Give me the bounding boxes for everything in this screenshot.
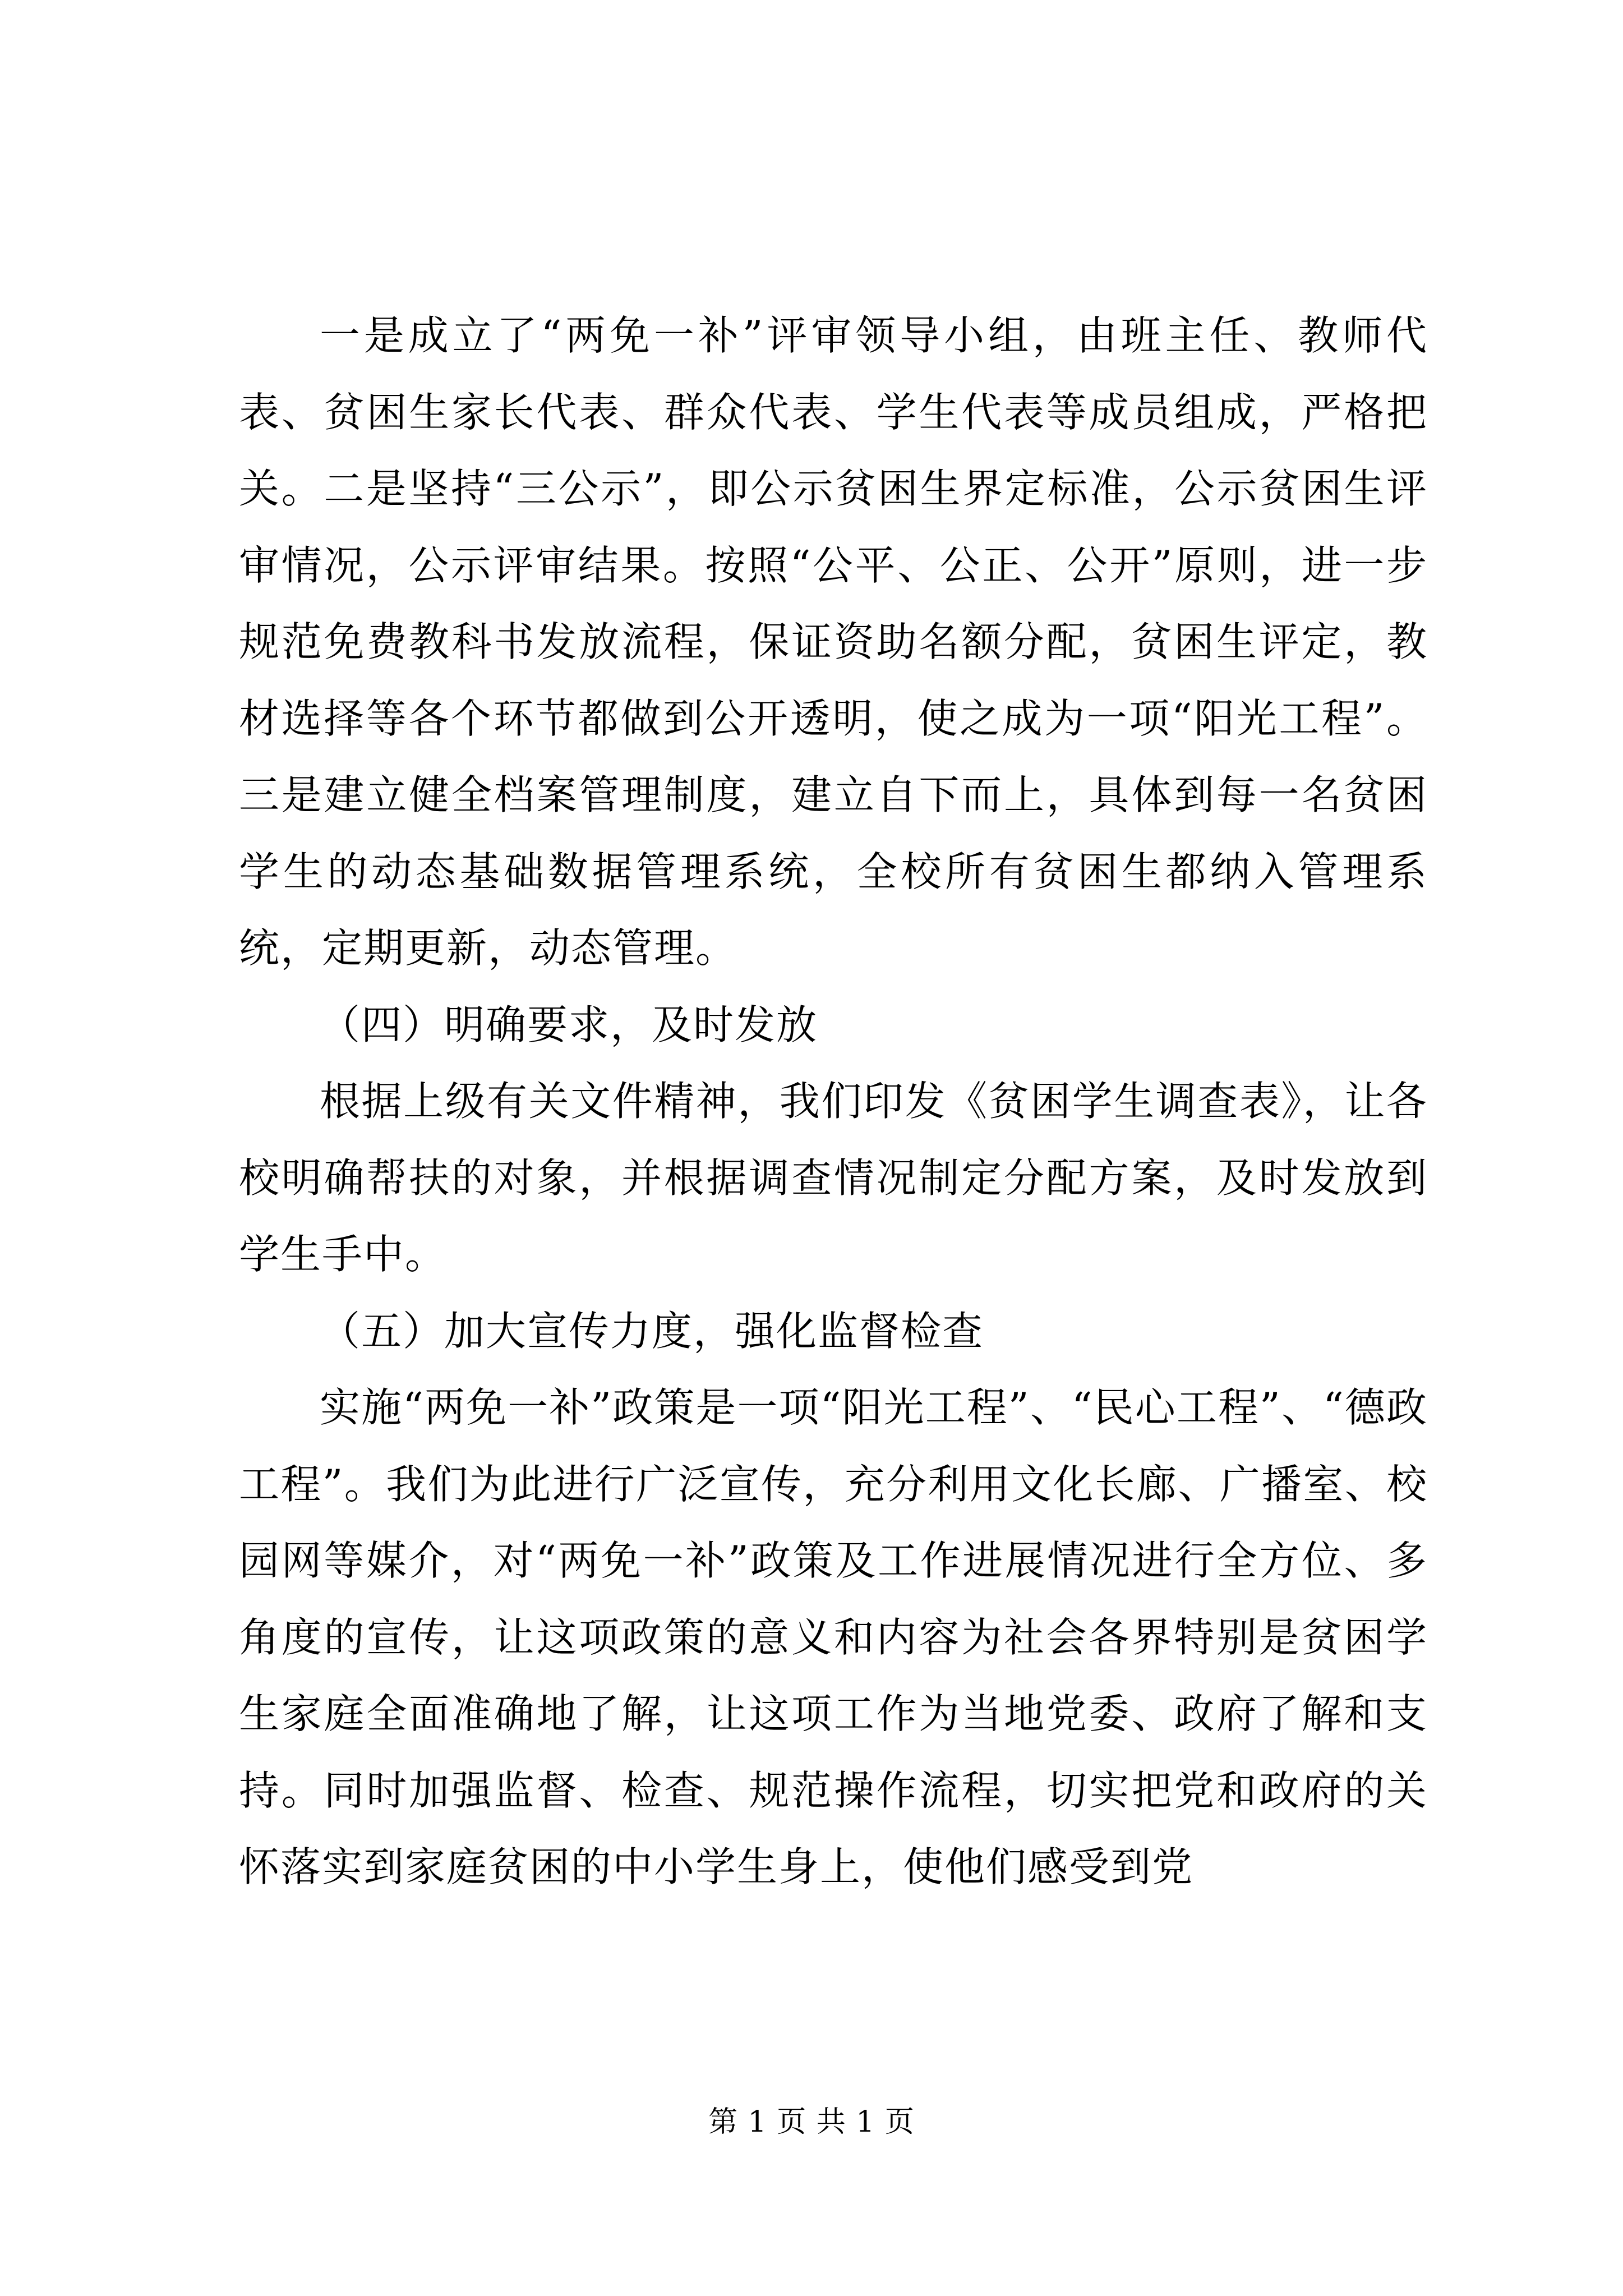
document-body (239, 297, 1428, 1906)
paragraph-measures-1-3: 一是成立了“两免一补”评审领导小组，由班主任、教师代表、贫困生家长代表、群众代表、学生代表等成员组成，严格把关。二是坚持“三公示”，即公示贫困生界定标准，公示贫困生评审情况，公示评审结果。按照“公平、公正、公开”原则，进一步规范免费教科书发放流程，保证资助名额分配，贫困生评定，教材选择等各个环节都做到公开透明，使之成为一项“阳光工程”。三是建立健全档案管理制度，建立自下而上，具体到每一名贫困学生的动态基础数据管理系统，全校所有贫困生都纳入管理系统，定期更新，动态管理。 (239, 312, 1428, 972)
paragraph-section-5: 实施“两免一补”政策是一项“阳光工程”、“民心工程”、“德政工程”。我们为此进行广泛宣传，充分利用文化长廊、广播室、校园网等媒介，对“两免一补”政策及工作进展情况进行全方位、多角度的宣传，让这项政策的意义和内容为社会各界特别是贫困学生家庭全面准确地了解，让这项工作为当地党委、政府了解和支持。同时加强监督、检查、规范操作流程，切实把党和政府的关怀落实到家庭贫困的中小学生身上，使他们感受到党 (239, 1384, 1428, 1890)
page-footer: 第 1 页 共 1 页 (708, 2105, 915, 2139)
paragraph-section-4: 根据上级有关文件精神，我们印发《贫困学生调查表》，让各校明确帮扶的对象，并根据调查情况制定分配方案，及时发放到学生手中。 (239, 1078, 1428, 1278)
section-heading-5: （五）加大宣传力度，强化监督检查 (320, 1307, 984, 1355)
section-heading-4: （四）明确要求，及时发放 (320, 1001, 818, 1048)
